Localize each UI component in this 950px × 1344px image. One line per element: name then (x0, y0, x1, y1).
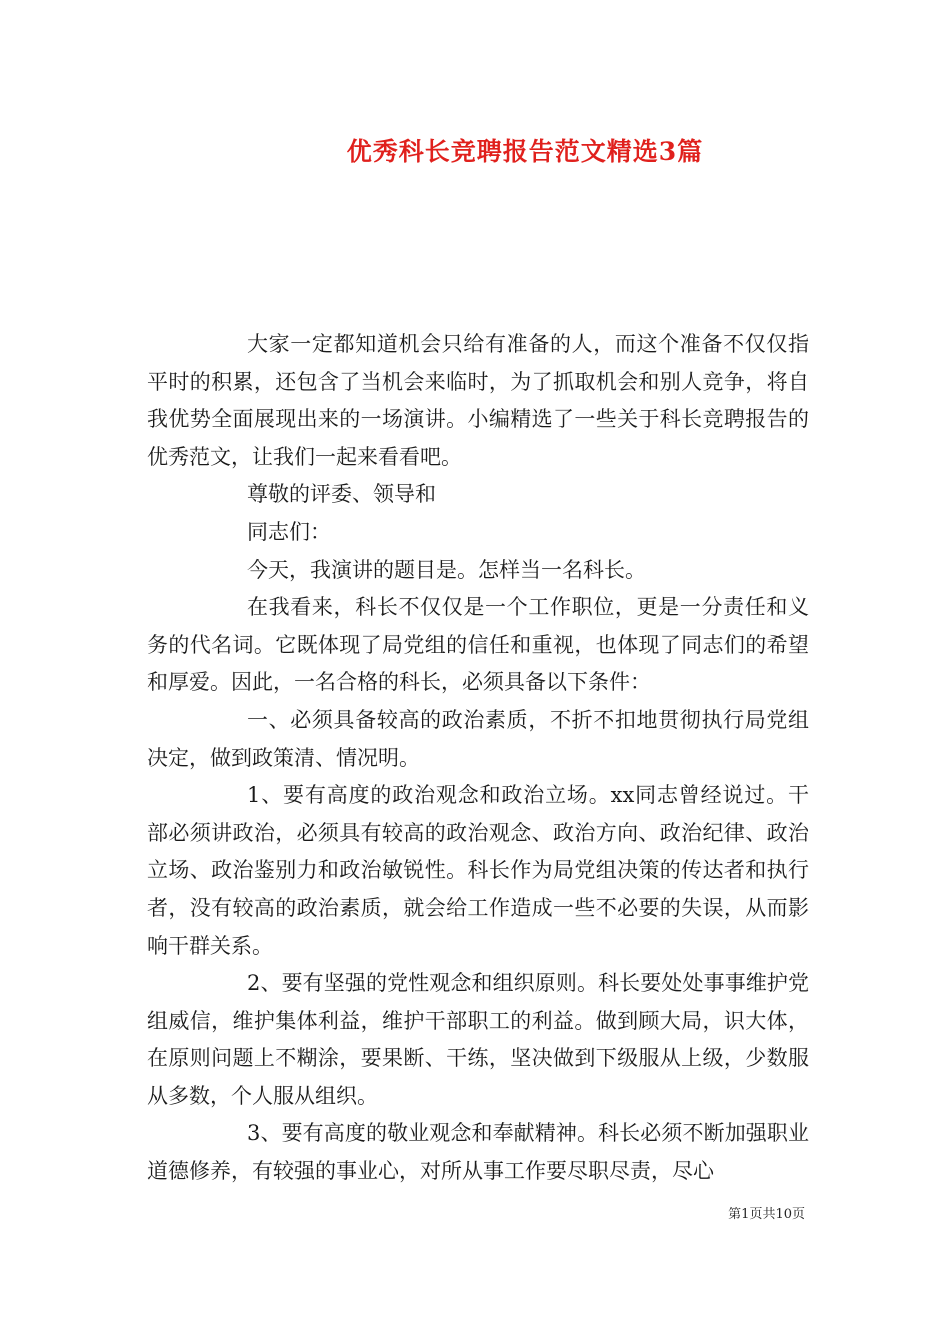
document-title: 优秀科长竞聘报告范文精选3篇 (346, 137, 704, 166)
point-3-paragraph: 3、要有高度的敬业观念和奉献精神。科长必须不断加强职业道德修养，有较强的事业心，对所从事工作要尽职尽责，尽心 (147, 1121, 809, 1184)
point-1-paragraph: 1、要有高度的政治观念和政治立场。xx同志曾经说过。干部必须讲政治，必须具有较高的政治观念、政治方向、政治纪律、政治立场、政治鉴别力和政治敏锐性。科长作为局党组决策的传达者和执行者，没有较高的政治素质，就会给工作造成一些不必要的失误，从而影响干群关系。 (147, 783, 809, 958)
topic-paragraph: 今天，我演讲的题目是。怎样当一名科长。 (247, 557, 646, 582)
section-one-paragraph: 一、必须具备较高的政治素质，不折不扣地贯彻执行局党组决定，做到政策清、情况明。 (147, 707, 809, 770)
page-number: 第1页共10页 (728, 1207, 805, 1222)
salutation-line-2: 同志们： (247, 519, 331, 544)
point-2-paragraph: 2、要有坚强的党性观念和组织原则。科长要处处事事维护党组威信，维护集体利益，维护干部职工的利益。做到顾大局，识大体，在原则问题上不糊涂，要果断、干练，坚决做到下级服从上级，少数服从多数，个人服从组织。 (147, 971, 809, 1108)
view-paragraph: 在我看来，科长不仅仅是一个工作职位，更是一分责任和义务的代名词。它既体现了局党组的信任和重视，也体现了同志们的希望和厚爱。因此，一名合格的科长，必须具备以下条件： (147, 595, 809, 695)
document-body (147, 326, 809, 1191)
salutation-line-1: 尊敬的评委、领导和 (247, 482, 436, 507)
intro-paragraph: 大家一定都知道机会只给有准备的人，而这个准备不仅仅指平时的积累，还包含了当机会来临时，为了抓取机会和别人竞争，将自我优势全面展现出来的一场演讲。小编精选了一些关于科长竞聘报告的优秀范文，让我们一起来看看吧。 (147, 332, 809, 469)
